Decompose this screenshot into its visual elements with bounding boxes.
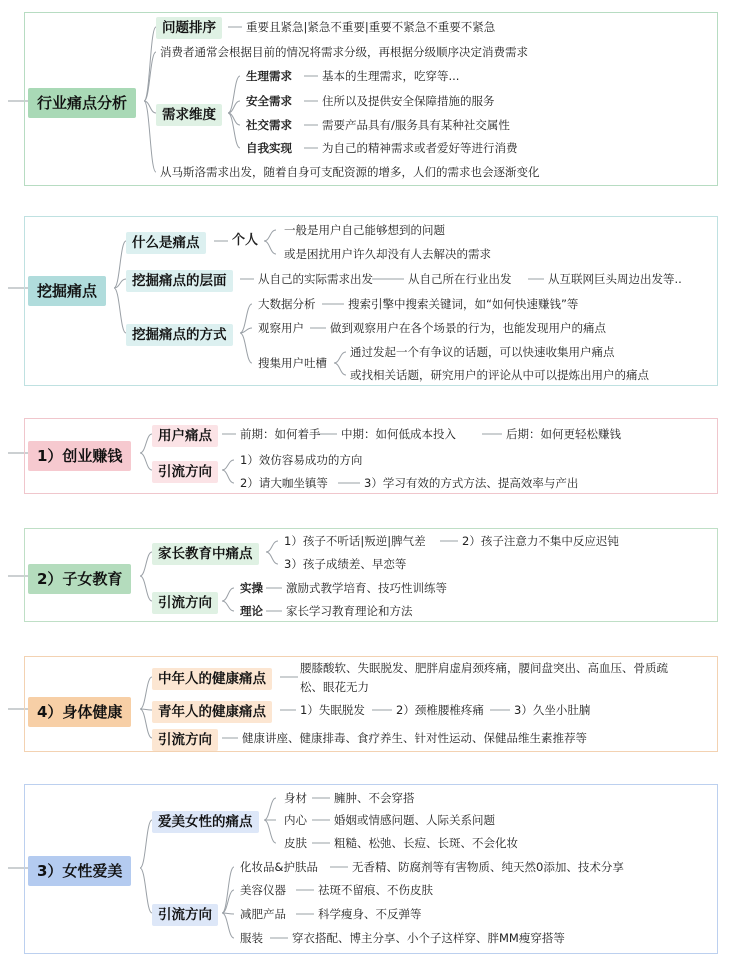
health-traffic-text: 健康讲座、健康排毒、食疗养生、针对性运动、保健品维生素推荐等 xyxy=(242,731,587,745)
clothing-label: 服装 xyxy=(240,931,263,945)
node-demand-dimension[interactable]: 需求维度 xyxy=(156,104,222,126)
node-health-traffic[interactable]: 引流方向 xyxy=(152,729,218,751)
cosmetics-text: 无香精、防腐剂等有害物质、纯天然0添加、技术分享 xyxy=(352,860,624,874)
dim-self-actualization-label: 自我实现 xyxy=(246,141,292,155)
root-industry-pain[interactable]: 行业痛点分析 xyxy=(28,88,136,118)
startup-early: 前期：如何着手 xyxy=(240,427,321,441)
dim-safety-label: 安全需求 xyxy=(246,94,292,108)
dim-physiological-text: 基本的生理需求，吃穿等... xyxy=(322,69,460,83)
young-pain-b: 2）颈椎腰椎疼痛 xyxy=(396,703,484,717)
edu-practice-text: 激励式教学培育、技巧性训练等 xyxy=(286,581,447,595)
edu-pain-c: 3）孩子成绩差、早恋等 xyxy=(284,557,407,571)
edu-theory-text: 家长学习教育理论和方法 xyxy=(286,604,413,618)
complaints-a: 通过发起一个有争议的话题，可以快速收集用户痛点 xyxy=(350,345,615,359)
level-internet-giants: 从互联网巨头周边出发等.. xyxy=(548,272,682,286)
startup-mid: 中期：如何低成本投入 xyxy=(341,427,456,441)
node-beauty-pain[interactable]: 爱美女性的痛点 xyxy=(152,811,259,833)
device-text: 祛斑不留痕、不伤皮肤 xyxy=(318,883,433,897)
beauty-body-text: 臃肿、不会穿搭 xyxy=(334,791,415,805)
startup-dir-a: 1）效仿容易成功的方向 xyxy=(240,453,363,467)
middle-age-text-1: 腰膝酸软、失眠脱发、肥胖肩虚肩颈疼痛，腰间盘突出、高血压、骨质疏 xyxy=(300,661,668,675)
problem-ranking-text: 重要且紧急|紧急不重要|重要不紧急不重要不紧急 xyxy=(246,20,496,34)
root-dig-pain[interactable]: 挖掘痛点 xyxy=(28,276,106,306)
young-pain-a: 1）失眠脱发 xyxy=(300,703,365,717)
level-own-industry: 从自己所在行业出发 xyxy=(408,272,512,286)
root-health[interactable]: 4）身体健康 xyxy=(28,697,131,727)
clothing-text: 穿衣搭配、博主分享、小个子这样穿、胖MM瘦穿搭等 xyxy=(292,931,565,945)
root-female-beauty[interactable]: 3）女性爱美 xyxy=(28,856,131,886)
beauty-heart-text: 婚姻或情感问题、人际关系问题 xyxy=(334,813,495,827)
pain-def-b: 或是困扰用户许久却没有人去解决的需求 xyxy=(284,247,491,261)
dim-self-actualization-text: 为自己的精神需求或者爱好等进行消费 xyxy=(322,141,518,155)
dim-social-text: 需要产品具有/服务具有某种社交属性 xyxy=(322,118,510,132)
edu-theory-label: 理论 xyxy=(240,604,263,618)
complaints-b: 或找相关话题，研究用户的评论从中可以提炼出用户的痛点 xyxy=(350,368,649,382)
root-startup[interactable]: 1）创业赚钱 xyxy=(28,441,131,471)
method-bigdata-text: 搜索引擎中搜索关键词，如“如何快速赚钱”等 xyxy=(348,297,579,311)
edu-pain-b: 2）孩子注意力不集中反应迟钝 xyxy=(462,534,619,548)
slimming-text: 科学瘦身、不反弹等 xyxy=(318,907,422,921)
dim-physiological-label: 生理需求 xyxy=(246,69,292,83)
node-middle-age-pain[interactable]: 中年人的健康痛点 xyxy=(152,668,272,690)
dim-social-label: 社交需求 xyxy=(246,118,292,132)
slimming-label: 减肥产品 xyxy=(240,907,286,921)
node-pain-levels[interactable]: 挖掘痛点的层面 xyxy=(126,270,233,292)
method-observe-label: 观察用户 xyxy=(258,321,304,335)
node-beauty-traffic[interactable]: 引流方向 xyxy=(152,904,218,926)
dim-safety-text: 住所以及提供安全保障措施的服务 xyxy=(322,94,495,108)
method-observe-text: 做到观察用户在各个场景的行为，也能发现用户的痛点 xyxy=(330,321,606,335)
edu-practice-label: 实操 xyxy=(240,581,263,595)
method-complaints-label: 搜集用户吐槽 xyxy=(258,356,327,370)
node-edu-traffic[interactable]: 引流方向 xyxy=(152,592,218,614)
node-traffic-direction[interactable]: 引流方向 xyxy=(152,461,218,483)
node-problem-ranking[interactable]: 问题排序 xyxy=(156,17,222,39)
startup-late: 后期：如何更轻松赚钱 xyxy=(506,427,621,441)
beauty-heart-label: 内心 xyxy=(284,813,307,827)
maslow-text: 从马斯洛需求出发，随着自身可支配资源的增多，人们的需求也会逐渐变化 xyxy=(160,165,540,179)
consumer-grading-text: 消费者通常会根据目前的情况将需求分级，再根据分级顺序决定消费需求 xyxy=(160,45,528,59)
edu-pain-a: 1）孩子不听话|叛逆|脾气差 xyxy=(284,534,426,548)
beauty-skin-text: 粗糙、松弛、长痘、长斑、不会化妆 xyxy=(334,836,518,850)
startup-dir-b: 2）请大咖坐镇等 xyxy=(240,476,328,490)
level-own-need: 从自己的实际需求出发 xyxy=(258,272,373,286)
device-label: 美容仪器 xyxy=(240,883,286,897)
beauty-body-label: 身材 xyxy=(284,791,307,805)
node-parent-pain[interactable]: 家长教育中痛点 xyxy=(152,543,259,565)
node-user-pain[interactable]: 用户痛点 xyxy=(152,425,218,447)
young-pain-c: 3）久坐小肚腩 xyxy=(514,703,591,717)
node-pain-methods[interactable]: 挖掘痛点的方式 xyxy=(126,324,233,346)
node-young-pain[interactable]: 青年人的健康痛点 xyxy=(152,701,272,723)
node-individual: 个人 xyxy=(232,233,259,248)
startup-dir-c: 3）学习有效的方式方法、提高效率与产出 xyxy=(364,476,579,490)
beauty-skin-label: 皮肤 xyxy=(284,836,307,850)
method-bigdata-label: 大数据分析 xyxy=(258,297,316,311)
cosmetics-label: 化妆品&护肤品 xyxy=(240,860,318,874)
middle-age-text-2: 松、眼花无力 xyxy=(300,680,369,694)
node-what-is-pain[interactable]: 什么是痛点 xyxy=(126,232,206,254)
root-child-education[interactable]: 2）子女教育 xyxy=(28,564,131,594)
pain-def-a: 一般是用户自己能够想到的问题 xyxy=(284,223,445,237)
